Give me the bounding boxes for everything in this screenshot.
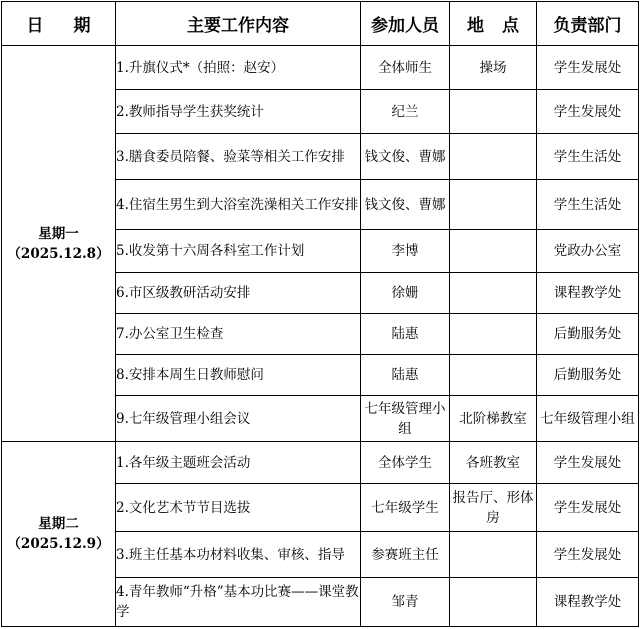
task-content: 4.住宿生男生到大浴室洗澡相关工作安排: [116, 180, 361, 230]
task-department: 学生发展处: [537, 484, 639, 532]
task-participants: 李博: [361, 230, 450, 273]
task-content: 1.升旗仪式*（拍照：赵安）: [116, 46, 361, 90]
header-participants: 参加人员: [361, 2, 450, 46]
task-content: 3.班主任基本功材料收集、审核、指导: [116, 532, 361, 578]
task-department: 党政办公室: [537, 230, 639, 273]
task-participants: 七年级管理小组: [361, 396, 450, 442]
task-location: [450, 180, 537, 230]
date-label: （2025.12.9）: [7, 536, 110, 552]
task-location: 北阶梯教室: [450, 396, 537, 442]
task-content: 5.收发第十六周各科室工作计划: [116, 230, 361, 273]
task-participants: 邹青: [361, 578, 450, 627]
task-participants: 陆惠: [361, 355, 450, 396]
task-content: 7.办公室卫生检查: [116, 314, 361, 355]
task-location: [450, 273, 537, 314]
task-department: 学生生活处: [537, 134, 639, 180]
task-participants: 全体学生: [361, 442, 450, 484]
task-department: 学生生活处: [537, 180, 639, 230]
task-department: 后勤服务处: [537, 314, 639, 355]
task-location: [450, 314, 537, 355]
task-content: 8.安排本周生日教师慰问: [116, 355, 361, 396]
task-participants: 陆惠: [361, 314, 450, 355]
task-department: 学生发展处: [537, 442, 639, 484]
header-content: 主要工作内容: [116, 2, 361, 46]
task-participants: 钱文俊、曹娜: [361, 180, 450, 230]
task-department: 课程教学处: [537, 273, 639, 314]
task-department: 学生发展处: [537, 90, 639, 134]
header-location: 地 点: [450, 2, 537, 46]
task-department: 后勤服务处: [537, 355, 639, 396]
date-label: （2025.12.8）: [7, 245, 110, 262]
table-row: [2, 442, 639, 484]
header-row: [2, 2, 639, 46]
task-content: 3.膳食委员陪餐、验菜等相关工作安排: [116, 134, 361, 180]
task-department: 课程教学处: [537, 578, 639, 627]
table-row: [2, 46, 639, 90]
task-content: 6.市区级教研活动安排: [116, 273, 361, 314]
task-location: [450, 532, 537, 578]
day-cell-monday: [2, 46, 116, 442]
task-location: 操场: [450, 46, 537, 90]
task-content: 2.文化艺术节节目选拔: [116, 484, 361, 532]
task-content: 4.青年教师“升格”基本功比赛——课堂教学: [116, 578, 361, 627]
task-participants: 七年级学生: [361, 484, 450, 532]
task-participants: 全体师生: [361, 46, 450, 90]
task-location: [450, 355, 537, 396]
task-participants: 钱文俊、曹娜: [361, 134, 450, 180]
weekly-schedule-table: [1, 1, 639, 627]
task-content: 1.各年级主题班会活动: [116, 442, 361, 484]
task-department: 学生发展处: [537, 532, 639, 578]
task-participants: 徐姗: [361, 273, 450, 314]
task-content: 9.七年级管理小组会议: [116, 396, 361, 442]
weekday-label: 星期二: [38, 516, 79, 532]
task-participants: 参赛班主任: [361, 532, 450, 578]
task-content: 2.教师指导学生获奖统计: [116, 90, 361, 134]
weekday-label: 星期一: [38, 225, 79, 242]
task-location: 报告厅、形体房: [450, 484, 537, 532]
header-department: 负责部门: [537, 2, 639, 46]
task-location: [450, 134, 537, 180]
task-department: 七年级管理小组: [537, 396, 639, 442]
task-location: [450, 90, 537, 134]
task-department: 学生发展处: [537, 46, 639, 90]
task-location: [450, 578, 537, 627]
task-location: [450, 230, 537, 273]
header-date: 日 期: [2, 2, 116, 46]
task-location: 各班教室: [450, 442, 537, 484]
day-cell-tuesday: [2, 442, 116, 627]
task-participants: 纪兰: [361, 90, 450, 134]
